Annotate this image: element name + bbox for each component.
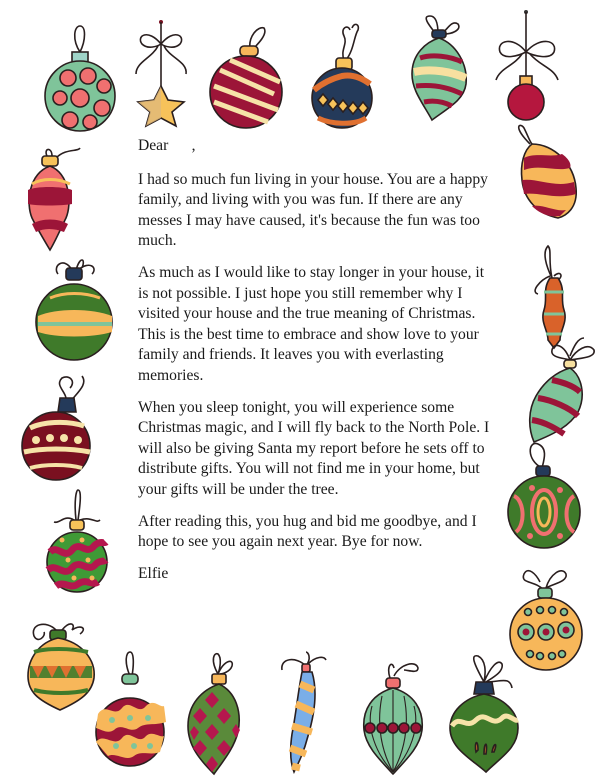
crimson-wavy-ornament-icon (94, 652, 168, 776)
letter-paragraph-1: I had so much fun living in your house. You are a happy family, and living with you was fun. If there are any messes I may have caused, it's because the fun was too much. (138, 170, 488, 250)
green-banded-ornament-icon (36, 252, 116, 364)
navy-zigzag-ornament-icon (304, 20, 372, 128)
letter-paragraph-4: After reading this, you hug and bid me goodbye, and I hope to see you again next year. Bye for now. (138, 512, 477, 551)
letter-body (138, 136, 498, 595)
green-squiggle-ornament-icon (446, 654, 522, 776)
harlequin-ornament-icon (184, 652, 246, 776)
gold-banded-ornament-icon (26, 616, 98, 716)
letter-signature: Elfie (138, 564, 169, 582)
green-wavy-ornament-icon (44, 490, 108, 598)
striped-green-ornament-icon (360, 656, 426, 776)
green-oval-pattern-ornament-icon (504, 440, 584, 552)
letter-greeting: Dear , (138, 137, 196, 154)
letter-paragraph-3: When you sleep tonight, you will experience some Christmas magic, and I will fly back to the North Pole. I will also be giving Santa my report before he sets off to distribute gifts. You will not find me in your home, but your gifts will be under the tree. (138, 398, 490, 498)
striped-ornament-icon (202, 22, 282, 128)
coral-teardrop-ornament-icon (22, 144, 88, 254)
letter-paragraph-2: As much as I would like to stay longer in your house, it is not possible. I just hope you still remember why I visited your house and the true meaning of Christmas. This is the best time to embrace and show love to your family and friends. It leaves you with everlasting memories. (138, 263, 485, 384)
small-red-ornament-icon (488, 8, 568, 120)
maroon-striped-ornament-icon (18, 372, 92, 482)
teardrop-striped-ornament-icon (408, 12, 474, 122)
crimson-teardrop-ornament-icon (524, 336, 600, 446)
orange-icicle-ornament-icon (524, 240, 584, 350)
star-ornament-icon (128, 18, 198, 128)
polka-dot-ornament-icon (42, 20, 114, 132)
gold-swirl-ornament-icon (510, 124, 586, 234)
spiral-icicle-ornament-icon (276, 652, 332, 776)
